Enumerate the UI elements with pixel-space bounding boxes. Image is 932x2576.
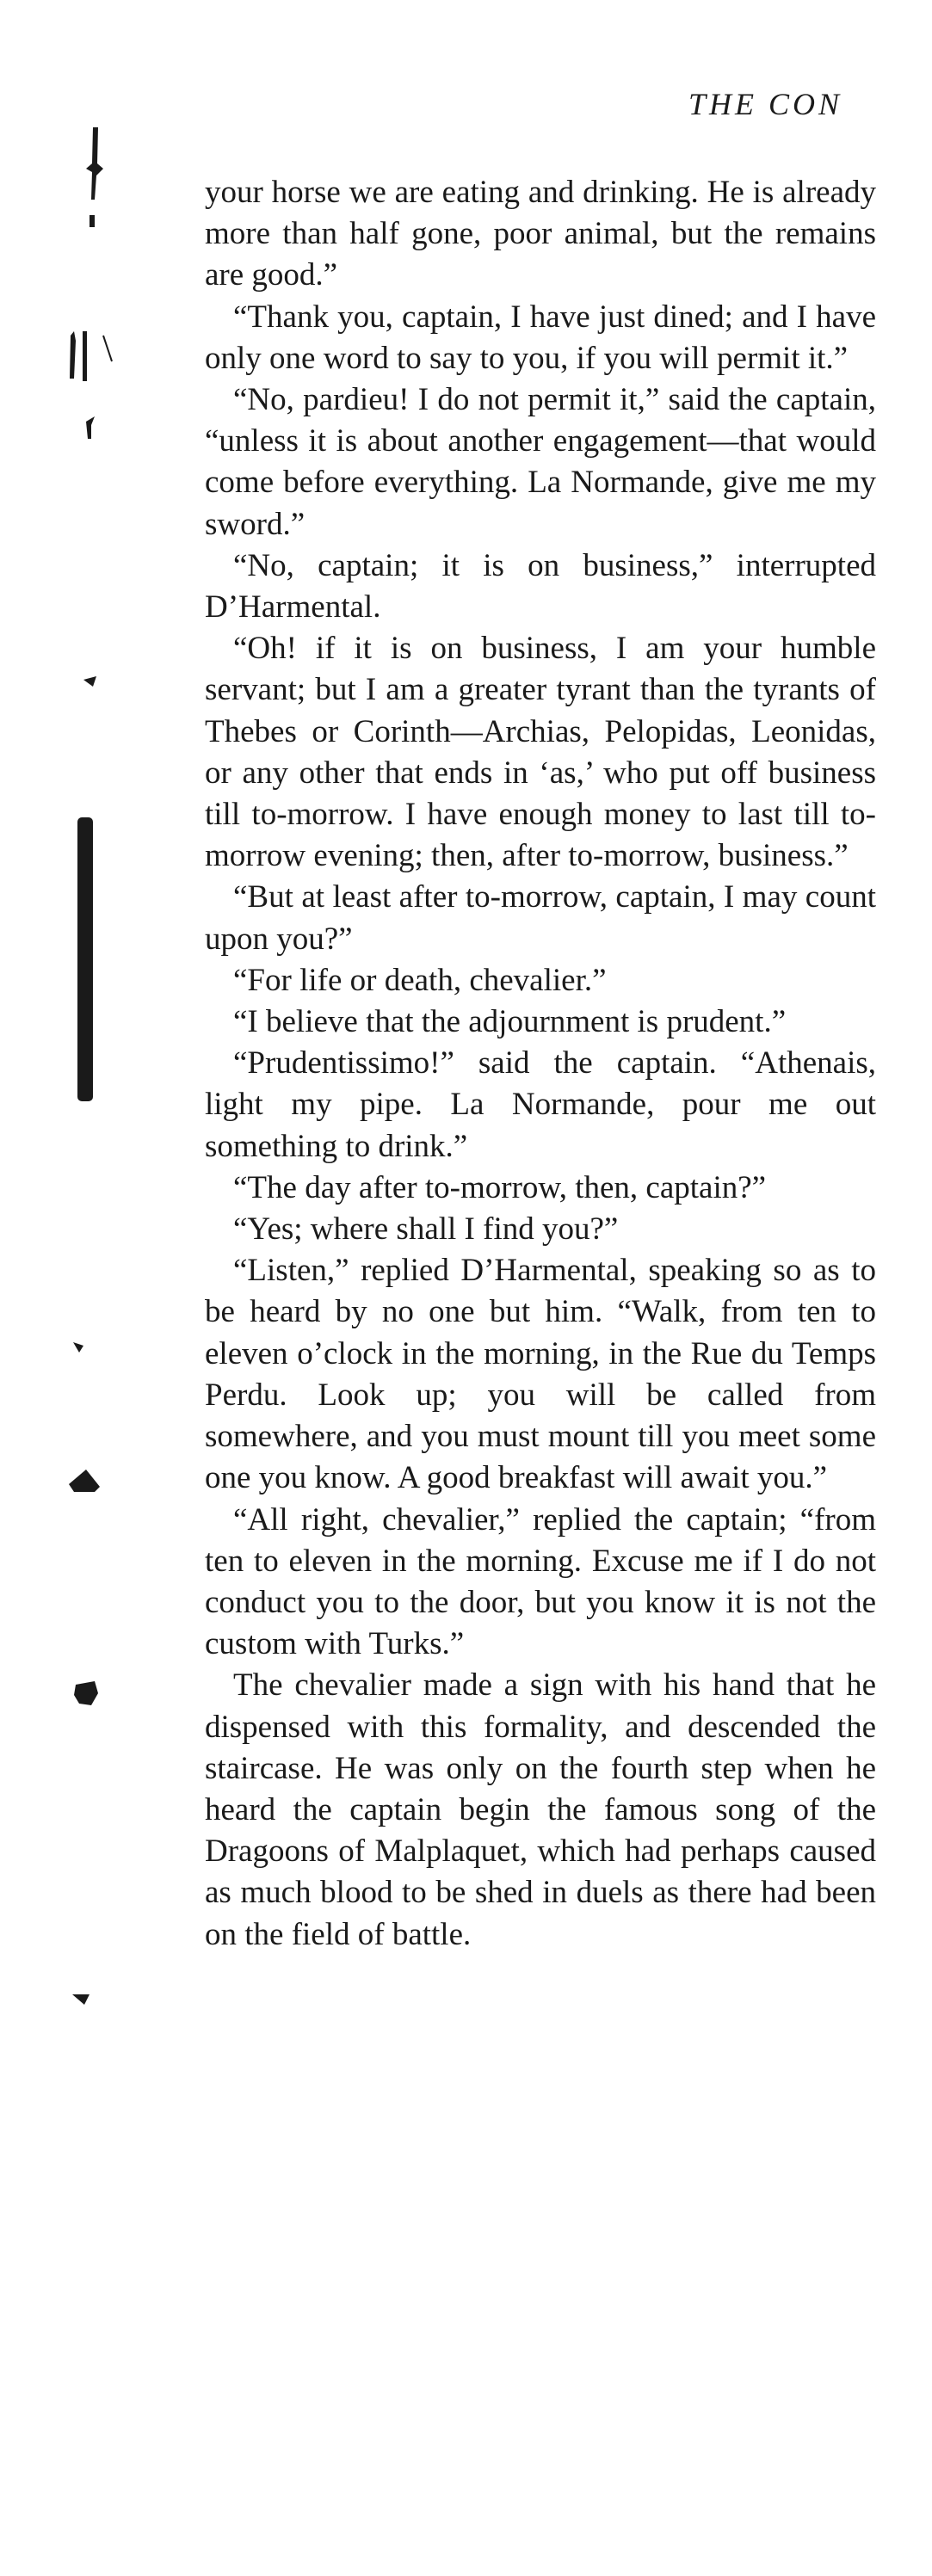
paragraph: “Yes; where shall I find you?” xyxy=(233,1211,619,1248)
paragraph: “I believe that the adjournment is prudent.” xyxy=(233,1004,787,1040)
paragraph: “No, captain; it is on business,” interrupted D’Harmental. xyxy=(205,547,876,626)
paragraph: “Prudentissimo!” said the captain. “Athenais, light my pipe. La Normande, pour me out something to drink.” xyxy=(205,1045,876,1164)
running-head: THE CON xyxy=(688,87,843,121)
paragraph: “All right, chevalier,” replied the captain; “from ten to eleven in the morning. Excuse me if I do not conduct you to the door, but you know it is not the custom with Turks.” xyxy=(205,1501,876,1662)
paragraph: “The day after to-morrow, then, captain?” xyxy=(233,1169,767,1205)
paragraph: “But at least after to-morrow, captain, I may count upon you?” xyxy=(205,879,876,957)
paragraph: your horse we are eating and drinking. He is already more than half gone, poor animal, but the remains are good.” xyxy=(205,175,876,293)
paragraph: “No, pardieu! I do not permit it,” said the captain, “unless it is about another engagement—that would come before everything. La Normande, give me my sword.” xyxy=(205,382,876,542)
body-text xyxy=(205,172,876,1956)
paragraph: “Thank you, captain, I have just dined; and I have only one word to say to you, if you will permit it.” xyxy=(205,299,876,376)
margin-ink-marks xyxy=(0,0,172,2576)
paragraph: The chevalier made a sign with his hand that he dispensed with this formality, and descended the staircase. He was only on the fourth step when he heard the captain begin the famous song of the Dragoons of Malplaquet, which had perhaps caused as much blood to be shed in duels as there had been on the field of battle. xyxy=(205,1667,876,1952)
paragraph: “For life or death, chevalier.” xyxy=(233,962,607,998)
paragraph: “Listen,” replied D’Harmental, speaking so as to be heard by no one but him. “Walk, from ten to eleven o’clock in the morning, in the Rue du Temps Perdu. Look up; you will be called from somewhere, and you must mount till you meet some one you know. A good breakfast will await you.” xyxy=(205,1253,876,1496)
paragraph: “Oh! if it is on business, I am your humble servant; but I am a greater tyrant than the tyrants of Thebes or Corinth—Archias, Pelopidas, Leonidas, or any other that ends in ‘as,’ who put off business till to-morrow. I have enough money to last till to-morrow evening; then, after to-morrow, business.” xyxy=(205,631,876,874)
